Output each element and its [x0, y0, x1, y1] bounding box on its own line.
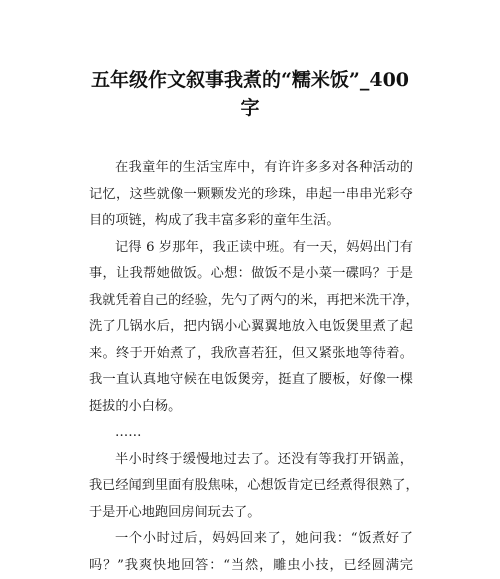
- paragraph-line: 记得 6 岁那年，我正读中班。有一天，妈妈出门有: [89, 235, 413, 262]
- paragraph-line: 洗了几锅水后，把内锅小心翼翼地放入电饭煲里煮了起: [89, 314, 413, 341]
- paragraph-line: 我已经闻到里面有股焦味，心想饭肯定已经煮得很熟了，: [89, 473, 413, 500]
- paragraph-line: 半小时终于缓慢地过去了。还没有等我打开锅盖，: [89, 447, 413, 474]
- paragraph-line: 事，让我帮她做饭。心想：做饭不是小菜一碟吗？于是: [89, 261, 413, 288]
- paragraph-line: 一个小时过后，妈妈回来了，她问我：“饭煮好了: [89, 526, 413, 553]
- paragraph-line: 在我童年的生活宝库中，有许许多多对各种活动的: [89, 155, 413, 182]
- paragraph-line: 来。终于开始煮了，我欣喜若狂，但又紧张地等待着。: [89, 341, 413, 368]
- title-line-1: 五年级作文叙事我煮的“糯米饭”_400: [60, 66, 440, 94]
- paragraph-line: 目的项链，构成了我丰富多彩的童年生活。: [89, 208, 413, 235]
- paragraph-line: 吗？”我爽快地回答：“当然，雕虫小技，已经圆满完: [89, 553, 413, 579]
- paragraph-line: 我就凭着自己的经验，先勺了两勺的米，再把米洗干净，: [89, 288, 413, 315]
- document-body: [89, 155, 413, 579]
- paragraph-line: 挺拔的小白杨。: [89, 394, 413, 421]
- paragraph-line: 于是开心地跑回房间玩去了。: [89, 500, 413, 527]
- ellipsis-line: ……: [89, 420, 413, 447]
- paragraph-line: 我一直认真地守候在电饭煲旁，挺直了腰板，好像一棵: [89, 367, 413, 394]
- paragraph-line: 记忆，这些就像一颗颗发光的珍珠，串起一串串光彩夺: [89, 182, 413, 209]
- document-title: [60, 66, 440, 122]
- title-line-2: 字: [60, 94, 440, 122]
